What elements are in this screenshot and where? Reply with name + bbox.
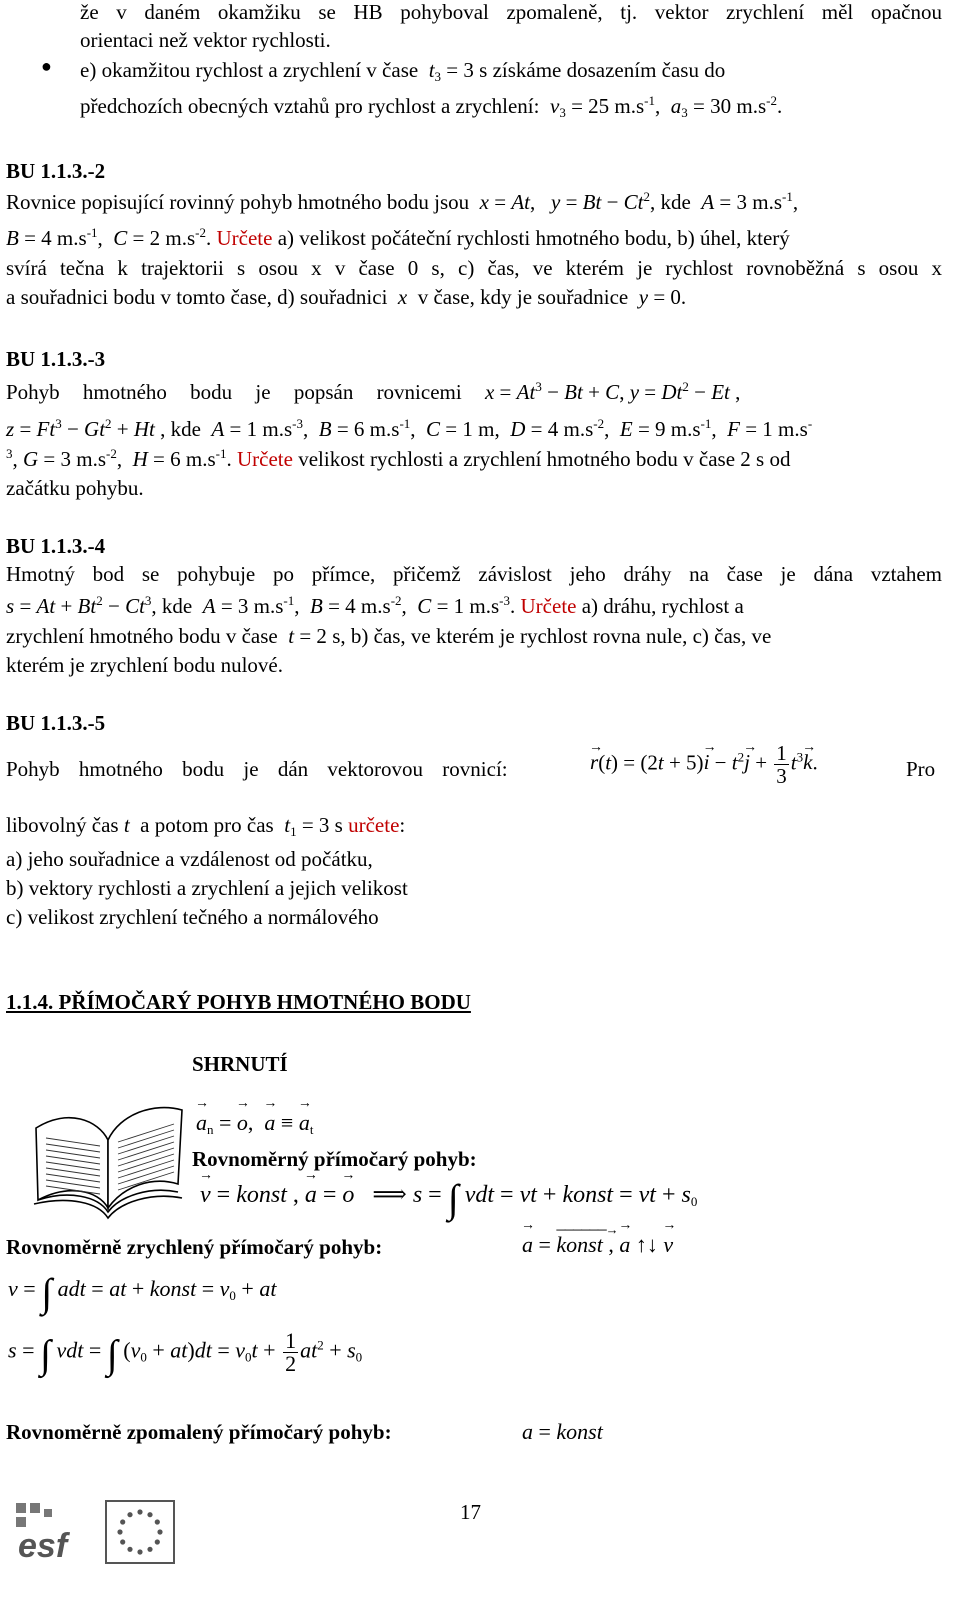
text-line: začátku pohybu. xyxy=(6,476,144,500)
text-line: kterém je zrychlení bodu nulové. xyxy=(6,653,283,677)
text-line: $^3$, G = 3 $m.s^{-2}$, H = 6 $m.s^{-1}$. Určete velikost rychlosti a zrychlení hmotného bodu v čase 2 s od xyxy=(6,446,791,471)
subheading: Rovnoměrně zpomalený přímočarý pohyb: xyxy=(6,1420,392,1444)
text-line: zrychlení hmotného bodu v čase t = 2 s, b) čas, ve kterém je rychlost rovna nule, c) čas, ve xyxy=(6,624,772,648)
text-line: Pohyb hmotného bodu je popsán rovnicemi $x = At^3 - Bt + C$, $y = Dt^2 - Et$ , xyxy=(6,379,741,404)
section-title: 1.1.4. PŘÍMOČARÝ POHYB HMOTNÉHO BODU xyxy=(6,990,471,1014)
formula: → $a_n$ = → o, → a ≡ → $a_t$ xyxy=(196,1110,313,1136)
text-line: že v daném okamžiku se HB pohyboval zpomaleně, tj. vektor zrychlení měl opačnou xyxy=(80,0,942,24)
flag-star xyxy=(127,1547,132,1552)
list-item: c) velikost zrychlení tečného a normálového xyxy=(6,905,379,929)
text-line: Rovnice popisující rovinný pohyb hmotného bodu jsou x = At, $y = Bt - Ct^2$, kde A = 3 $m.s^{-1}$, xyxy=(6,189,799,214)
exercise-heading: BU 1.1.3.-2 xyxy=(6,159,106,183)
text-line: orientaci než vektor rychlosti. xyxy=(80,28,331,52)
formula: → a = konst ──────→ , → a ↑↓ → v xyxy=(522,1232,673,1258)
text-line: předchozích obecných vztahů pro rychlost a zrychlení: $v_3 = 25$ $m.s^{-1}$, $a_3 = 30$ $m.s^{-2}$. xyxy=(80,93,783,120)
exercise-heading: BU 1.1.3.-3 xyxy=(6,347,106,371)
flag-star xyxy=(155,1519,160,1524)
text-line: libovolný čas t a potom pro čas $t_1 = 3$ s určete: xyxy=(6,813,406,839)
text-line: Pohyb hmotného bodu je dán vektorovou rovnicí: xyxy=(6,757,508,781)
formula: a = konst xyxy=(522,1419,603,1444)
text-line: $z = Ft^3 - Gt^2 + Ht$ , kde A = 1 $m.s^{-3}$, B = 6 $m.s^{-1}$, C = 1 m, D = 4 $m.s^{-2}$, E = 9 $m.s^{-1}$, F = 1 m.s- xyxy=(6,416,813,441)
list-item: a) jeho souřadnice a vzdálenost od počátku, xyxy=(6,847,373,871)
flag-star xyxy=(157,1529,162,1534)
open-book-icon xyxy=(28,1080,188,1220)
flag-star xyxy=(137,1509,142,1514)
exercise-heading: BU 1.1.3.-4 xyxy=(6,534,106,558)
text-line: a souřadnici bodu v tomto čase, d) souřadnici x v čase, kdy je souřadnice y = 0. xyxy=(6,285,687,309)
text-line: B = 4 $m.s^{-1}$, C = 2 $m.s^{-2}$. Určete a) velikost počáteční rychlosti hmotného bodu, b) úhel, který xyxy=(6,225,790,250)
list-item: b) vektory rychlosti a zrychlení a jejich velikost xyxy=(6,876,408,900)
formula: v = ∫ adt = at + konst = $v_0$ + at xyxy=(8,1270,277,1315)
text-line: svírá tečna k trajektorii s osou x v čase 0 s, c) čas, ve kterém je rychlost rovnoběžná s osou x xyxy=(6,256,942,280)
bullet: ● xyxy=(41,56,52,76)
flag-star xyxy=(147,1547,152,1552)
formula: → v = konst , → a = → o ⟹ s = ∫ vdt = vt + konst = vt + $s_0$ xyxy=(200,1180,697,1209)
text-line: $s = At + Bt^2 - Ct^3$, kde A = 3 $m.s^{-1}$, B = 4 $m.s^{-2}$, C = 1 $m.s^{-3}$. Určete a) dráhu, rychlost a xyxy=(6,593,744,618)
eu-flag-icon xyxy=(104,1499,176,1565)
summary-heading: SHRNUTÍ xyxy=(192,1052,288,1076)
text-line: e) okamžitou rychlost a zrychlení v čase $t_3 = 3$ s získáme dosazením času do xyxy=(80,58,726,84)
subheading: Rovnoměrný přímočarý pohyb: xyxy=(192,1147,477,1171)
exercise-heading: BU 1.1.3.-5 xyxy=(6,711,106,735)
vector-equation: → $r(t) = (2t + 5)\to i - t^2\to j$ + $\frac{1}{3}$ $t^3\to k$. xyxy=(590,742,818,787)
flag-star xyxy=(120,1519,125,1524)
flag-star xyxy=(127,1512,132,1517)
flag-star xyxy=(137,1549,142,1554)
svg-text:esf: esf xyxy=(18,1527,68,1565)
formula: s = ∫ vdt = ∫ $(v_0 + at)dt = v_0t$ + $\frac{1}{2}$ $at^2 + s_0$ xyxy=(8,1328,363,1377)
flag-star xyxy=(120,1539,125,1544)
page-number: 17 xyxy=(460,1500,481,1524)
flag-star xyxy=(155,1539,160,1544)
flag-star xyxy=(147,1512,152,1517)
subheading: Rovnoměrně zrychlený přímočarý pohyb: xyxy=(6,1235,383,1259)
text-line: Hmotný bod se pohybuje po přímce, přičemž závislost jeho dráhy na čase je dána vztahem xyxy=(6,562,942,586)
flag-star xyxy=(117,1529,122,1534)
text-word: Pro xyxy=(906,757,936,781)
esf-logo xyxy=(12,1499,90,1565)
